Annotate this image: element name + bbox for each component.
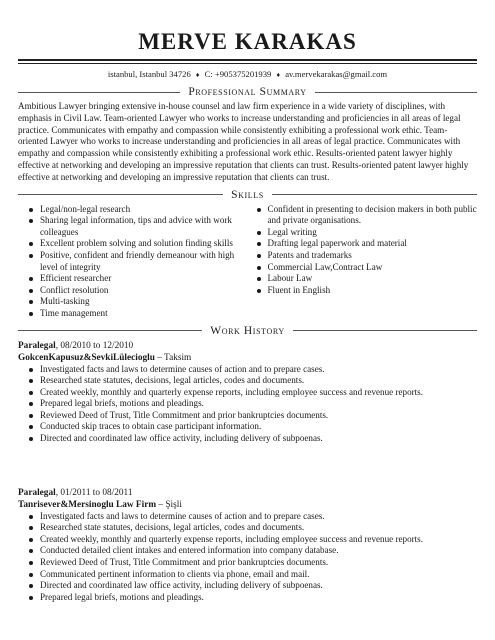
duty-item: Conducted detailed client intakes and entered information into company database.	[40, 545, 477, 557]
skill-item: Drafting legal paperwork and material	[268, 238, 478, 250]
skills-list-left	[22, 204, 250, 320]
job-location: – Şişli	[156, 499, 182, 510]
contact-phone: C: +905375201939	[204, 69, 272, 79]
skill-item: Patents and trademarks	[268, 250, 478, 262]
duty-item: Conducted skip traces to obtain case participant information.	[40, 421, 477, 433]
skill-item: Multi-tasking	[40, 296, 250, 308]
skill-item: Confident in presenting to decision makers in both public and private organisations.	[267, 203, 477, 226]
skills-heading	[18, 188, 477, 202]
job-dates: , 01/2011 to 08/2011	[55, 487, 133, 498]
skill-item: Commercial Law,Contract Law	[268, 262, 478, 274]
job-role: Paralegal	[18, 487, 56, 498]
heading-rule	[315, 92, 477, 93]
heading-rule	[272, 194, 477, 195]
job-duties-list	[18, 511, 477, 604]
work-title: Work History	[210, 324, 285, 337]
diamond-separator-icon: ♦	[195, 71, 200, 79]
contact-line	[18, 69, 477, 81]
skill-item: Conflict resolution	[40, 285, 250, 297]
job-entry	[18, 487, 477, 604]
duty-item: Prepared legal briefs, motions and pleadings.	[40, 398, 477, 410]
skill-item: Fluent in English	[268, 285, 478, 297]
job-employer-line	[18, 499, 477, 511]
duty-item: Researched state statutes, decisions, legal articles, codes and documents.	[40, 375, 477, 387]
duty-item: Researched state statutes, decisions, legal articles, codes and documents.	[40, 522, 477, 534]
header-rule-thin	[18, 63, 477, 64]
job-title-line	[18, 487, 477, 499]
job-employer-line	[18, 352, 477, 364]
duty-item: Created weekly, monthly and quarterly expense reports, including employee success and revenue reports.	[40, 387, 477, 399]
summary-title: Professional Summary	[188, 86, 307, 98]
work-history-list	[18, 340, 477, 604]
heading-rule	[18, 330, 202, 331]
skill-item: Time management	[40, 308, 250, 320]
job-entry	[18, 340, 477, 445]
duty-item: Directed and coordinated law office activity, including delivery of subpoenas.	[40, 433, 477, 445]
skill-item: Efficient researcher	[40, 273, 250, 285]
duty-item: Prepared legal briefs, motions and pleadings.	[40, 592, 477, 604]
duty-item: Directed and coordinated law office activity, including delivery of subpoenas.	[40, 580, 477, 592]
skill-item: Labour Law	[268, 273, 478, 285]
contact-address: istanbul, Istanbul 34726	[107, 69, 191, 79]
duty-item: Investigated facts and laws to determine causes of action and to prepare cases.	[40, 511, 477, 523]
job-title-line	[18, 340, 477, 352]
skill-item: Positive, confident and friendly demeanour with high level of integrity	[40, 250, 250, 273]
summary-heading	[18, 85, 477, 99]
job-company: GokcenKapusuz&SevkiLülecioglu	[18, 352, 155, 363]
diamond-separator-icon: ♦	[276, 71, 281, 79]
skill-item: Sharing legal information, tips and advice with work colleagues	[40, 215, 250, 238]
job-location: – Taksim	[154, 352, 192, 363]
job-role: Paralegal	[18, 340, 56, 351]
duty-item: Communicated pertinent information to clients via phone, email and mail.	[40, 569, 477, 581]
work-heading	[18, 324, 477, 338]
job-duties-list	[18, 364, 477, 445]
heading-rule	[293, 330, 477, 331]
contact-email[interactable]: av.mervekarakas@gmail.com	[285, 69, 388, 79]
candidate-name: MERVE KARAKAS	[138, 29, 357, 54]
duty-item: Reviewed Deed of Trust, Title Commitment and prior bankruptcies documents.	[40, 557, 477, 569]
header-rule-thick	[18, 59, 477, 61]
skills-title: Skills	[231, 188, 264, 201]
heading-rule	[18, 92, 180, 93]
duty-item: Reviewed Deed of Trust, Title Commitment and prior bankruptcies documents.	[40, 410, 477, 422]
skills-columns	[18, 204, 477, 320]
job-company: Tanrisever&Mersinoglu Law Firm	[18, 499, 157, 510]
heading-rule	[18, 194, 223, 195]
duty-item: Created weekly, monthly and quarterly expense reports, including employee success and revenue reports.	[40, 534, 477, 546]
skills-list-right	[250, 204, 478, 320]
job-dates: , 08/2010 to 12/2010	[55, 340, 134, 351]
job-spacer	[18, 445, 477, 485]
duty-item: Investigated facts and laws to determine causes of action and to prepare cases.	[40, 364, 477, 376]
skill-item: Legal writing	[268, 227, 478, 239]
skill-item: Excellent problem solving and solution finding skills	[40, 238, 250, 250]
skill-item: Legal/non-legal research	[40, 204, 250, 216]
summary-text: Ambitious Lawyer bringing extensive in-house counsel and law firm experience in a wide variety of disciplines, with emphasis in Civil Law. Team-oriented Lawyer who works to increase understanding and proficiencies in all areas of legal practice. Communicates with empathy and compassion while consistently exhibiting a professional work ethic. Team-oriented Lawyer who works to increase understanding and proficiencies in all areas of legal practice. Communicates with empathy and compassion while consistently exhibiting a professional work ethic. Results-oriented patent lawyer highly effective at networking and developing an impressive reputation that clients can trust. Results-oriented patent lawyer highly effective at networking and developing an impressive reputation that clients can trust.	[18, 101, 469, 182]
